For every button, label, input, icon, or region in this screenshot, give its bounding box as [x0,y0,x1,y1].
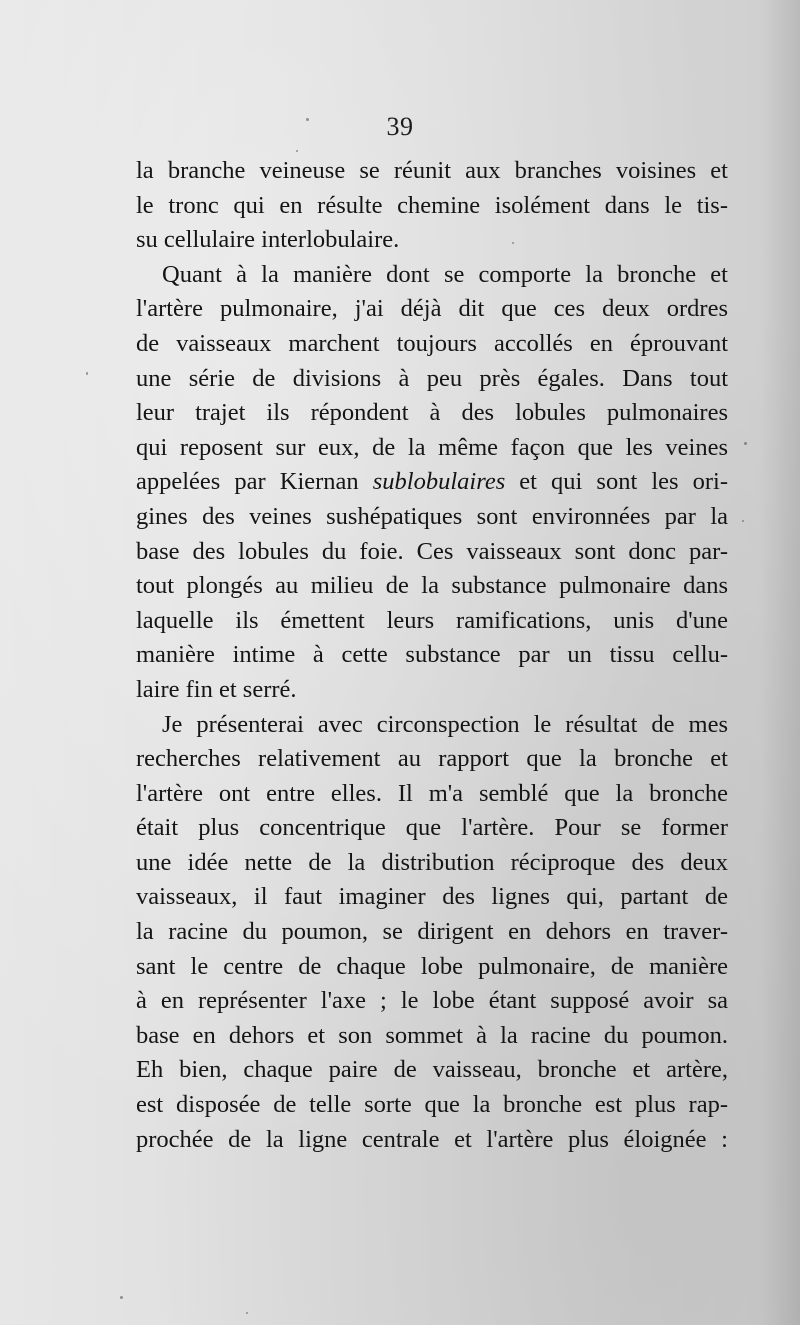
text-line: la racine du poumon, se dirigent en dehors en traver- [136,918,728,946]
italic-term: sublobulaires [372,468,506,496]
text-run: et qui sont les ori- [505,468,728,496]
text-line: Je présenterai avec circonspection le résultat de mes [162,710,728,738]
text-line: la branche veineuse se réunit aux branches voisines et [136,157,728,184]
text-line: l'artère ont entre elles. Il m'a semblé que la bronche [136,779,728,807]
text-line: base des lobules du foie. Ces vaisseaux sont donc par- [136,537,728,565]
text-line: su cellulaire interlobulaire. [136,226,400,254]
body-text [136,154,728,1157]
text-line: le tronc qui en résulte chemine isolément dans le tis- [136,191,728,219]
text-line: est disposée de telle sorte que la bronche est plus rap- [136,1091,728,1119]
text-line: une série de divisions à peu près égales. Dans tout [136,364,728,392]
text-line: gines des veines sushépatiques sont environnées par la [136,502,728,530]
text-line: l'artère pulmonaire, j'ai déjà dit que ces deux ordres [136,295,728,323]
scan-speck [86,372,88,375]
text-line: laire fin et serré. [136,675,297,703]
scan-speck [306,118,309,121]
page-number: 39 [386,112,414,141]
scan-speck [120,1296,123,1299]
text-line: à en représenter l'axe ; le lobe étant supposé avoir sa [136,987,728,1015]
text-line: une idée nette de la distribution réciproque des deux [136,848,728,876]
text-line: Quant à la manière dont se comporte la bronche et [162,260,728,288]
text-line: recherches relativement au rapport que la bronche et [136,745,728,773]
page-edge-shadow [760,0,800,1325]
scan-speck [744,442,747,445]
text-line: était plus concentrique que l'artère. Pour se former [136,814,728,842]
text-line: vaisseaux, il faut imaginer des lignes qui, partant de [136,883,728,911]
text-line: Eh bien, chaque paire de vaisseau, bronche et artère, [136,1056,728,1084]
text-line: prochée de la ligne centrale et l'artère plus éloignée : [136,1125,728,1153]
text-line: qui reposent sur eux, de la même façon que les veines [136,433,728,461]
text-line: de vaisseaux marchent toujours accollés en éprouvant [136,329,728,357]
scan-speck [512,242,514,244]
text-line: base en dehors et son sommet à la racine du poumon. [136,1021,728,1049]
scan-speck [742,520,744,522]
text-line-with-italic [136,465,728,500]
text-line: leur trajet ils répondent à des lobules pulmonaires [136,399,728,427]
text-line: tout plongés au milieu de la substance pulmonaire dans [136,572,728,600]
text-run: appelées par Kiernan [136,468,373,496]
scan-speck [246,1312,248,1314]
text-line: sant le centre de chaque lobe pulmonaire, de manière [136,952,728,980]
text-line: manière intime à cette substance par un tissu cellu- [136,641,728,669]
scan-speck [296,150,298,152]
text-line: laquelle ils émettent leurs ramifications, unis d'une [136,606,728,634]
